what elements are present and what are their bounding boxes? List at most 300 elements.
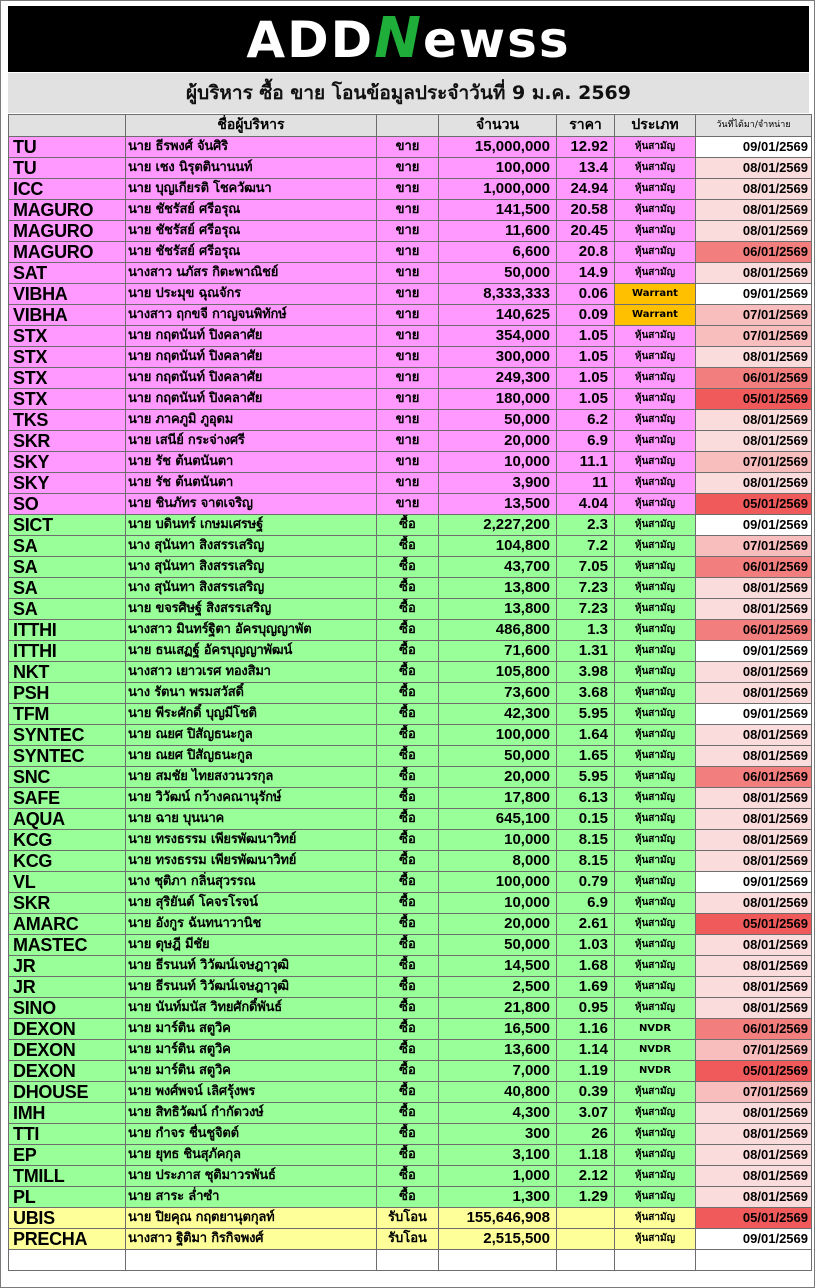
price-cell <box>557 1208 615 1229</box>
table-row <box>9 494 812 515</box>
action-cell: ซื้อ <box>377 725 439 746</box>
symbol-cell: UBIS <box>9 1208 126 1229</box>
security-type-cell: หุ้นสามัญ <box>615 221 696 242</box>
price-cell: 1.29 <box>557 1187 615 1208</box>
volume-cell: 2,227,200 <box>439 515 557 536</box>
date-cell: 06/01/2569 <box>696 620 812 641</box>
executive-name-cell: นาย นันท์มนัส วิทยศักดิ์พันธ์ <box>126 998 377 1019</box>
table-row <box>9 788 812 809</box>
price-cell: 5.95 <box>557 704 615 725</box>
volume-cell: 40,800 <box>439 1082 557 1103</box>
report-title: ผู้บริหาร ซื้อ ขาย โอนข้อมูลประจำวันที่ 9 ม.ค. 2569 <box>8 73 809 113</box>
price-cell: 7.2 <box>557 536 615 557</box>
date-cell: 08/01/2569 <box>696 851 812 872</box>
table-row <box>9 305 812 326</box>
action-cell: ขาย <box>377 221 439 242</box>
action-cell: ซื้อ <box>377 935 439 956</box>
header-action <box>377 115 439 137</box>
symbol-cell: SA <box>9 557 126 578</box>
date-cell: 08/01/2569 <box>696 221 812 242</box>
executive-name-cell: นาย กฤตนันท์ ปิงคลาศัย <box>126 368 377 389</box>
security-type-cell: หุ้นสามัญ <box>615 431 696 452</box>
table-row <box>9 641 812 662</box>
action-cell: ซื้อ <box>377 1040 439 1061</box>
volume-cell: 180,000 <box>439 389 557 410</box>
price-cell: 0.39 <box>557 1082 615 1103</box>
security-type-cell: หุ้นสามัญ <box>615 494 696 515</box>
action-cell: ขาย <box>377 347 439 368</box>
security-type-cell: หุ้นสามัญ <box>615 851 696 872</box>
volume-cell: 17,800 <box>439 788 557 809</box>
action-cell: ซื้อ <box>377 704 439 725</box>
action-cell: รับโอน <box>377 1208 439 1229</box>
security-type-cell: หุ้นสามัญ <box>615 1124 696 1145</box>
action-cell: ซื้อ <box>377 1124 439 1145</box>
volume-cell: 249,300 <box>439 368 557 389</box>
date-cell: 06/01/2569 <box>696 1019 812 1040</box>
table-row <box>9 410 812 431</box>
date-cell: 08/01/2569 <box>696 599 812 620</box>
symbol-cell: MAGURO <box>9 200 126 221</box>
date-cell: 08/01/2569 <box>696 1166 812 1187</box>
date-cell: 08/01/2569 <box>696 683 812 704</box>
executive-name-cell: นาย ปิยคุณ กฤตยานุตกุลท์ <box>126 1208 377 1229</box>
action-cell: ซื้อ <box>377 557 439 578</box>
security-type-cell: หุ้นสามัญ <box>615 347 696 368</box>
volume-cell: 140,625 <box>439 305 557 326</box>
volume-cell: 7,000 <box>439 1061 557 1082</box>
price-cell: 1.05 <box>557 326 615 347</box>
executive-name-cell: นาย เชง นิรุตตินานนท์ <box>126 158 377 179</box>
date-cell: 06/01/2569 <box>696 767 812 788</box>
symbol-cell: ITTHI <box>9 620 126 641</box>
executive-name-cell: นาย ยุทธ ชินสุภัคกุล <box>126 1145 377 1166</box>
executive-name-cell: นาย พงศ์พจน์ เลิศรุ้งพร <box>126 1082 377 1103</box>
header-security-type: ประเภท <box>615 115 696 137</box>
symbol-cell: DEXON <box>9 1061 126 1082</box>
executive-name-cell: นาย บุญเกียรติ โชควัฒนา <box>126 179 377 200</box>
header-executive-name: ชื่อผู้บริหาร <box>126 115 377 137</box>
symbol-cell: SAT <box>9 263 126 284</box>
volume-cell: 42,300 <box>439 704 557 725</box>
security-type-cell: NVDR <box>615 1019 696 1040</box>
price-cell: 2.61 <box>557 914 615 935</box>
symbol-cell: VIBHA <box>9 305 126 326</box>
volume-cell: 3,100 <box>439 1145 557 1166</box>
action-cell: ขาย <box>377 326 439 347</box>
security-type-cell: หุ้นสามัญ <box>615 662 696 683</box>
executive-name-cell: นาย กฤตนันท์ ปิงคลาศัย <box>126 347 377 368</box>
security-type-cell: หุ้นสามัญ <box>615 767 696 788</box>
volume-cell: 100,000 <box>439 872 557 893</box>
table-row <box>9 1124 812 1145</box>
volume-cell: 10,000 <box>439 893 557 914</box>
security-type-cell: หุ้นสามัญ <box>615 809 696 830</box>
security-type-cell: หุ้นสามัญ <box>615 620 696 641</box>
price-cell: 3.68 <box>557 683 615 704</box>
volume-cell: 300 <box>439 1124 557 1145</box>
executive-name-cell: นาย ธีรพงศ์ จันศิริ <box>126 137 377 158</box>
executive-name-cell: นาย รัช ต้นตนันตา <box>126 473 377 494</box>
symbol-cell: SAFE <box>9 788 126 809</box>
table-row <box>9 956 812 977</box>
table-row <box>9 263 812 284</box>
date-cell: 07/01/2569 <box>696 1040 812 1061</box>
symbol-cell: SA <box>9 578 126 599</box>
symbol-cell: MAGURO <box>9 242 126 263</box>
symbol-cell: SKY <box>9 473 126 494</box>
table-row <box>9 1082 812 1103</box>
action-cell: ซื้อ <box>377 620 439 641</box>
action-cell: ขาย <box>377 368 439 389</box>
action-cell: ซื้อ <box>377 1082 439 1103</box>
executive-name-cell: นางสาว นภัสร กิตะพาณิชย์ <box>126 263 377 284</box>
security-type-cell: หุ้นสามัญ <box>615 1229 696 1250</box>
executive-name-cell: นาย สาระ ล่ำซำ <box>126 1187 377 1208</box>
symbol-cell: STX <box>9 326 126 347</box>
price-cell: 1.65 <box>557 746 615 767</box>
symbol-cell: TTI <box>9 1124 126 1145</box>
executive-name-cell: นาง สุนันทา สิงสรรเสริญ <box>126 536 377 557</box>
table-row <box>9 746 812 767</box>
date-cell: 08/01/2569 <box>696 746 812 767</box>
volume-cell: 14,500 <box>439 956 557 977</box>
date-cell: 08/01/2569 <box>696 1145 812 1166</box>
action-cell: ซื้อ <box>377 599 439 620</box>
header-date: วันที่ได้มา/จำหน่าย <box>696 115 812 137</box>
executive-name-cell: นาย พีระศักดิ์ บุญมีโชติ <box>126 704 377 725</box>
date-cell: 08/01/2569 <box>696 998 812 1019</box>
volume-cell: 105,800 <box>439 662 557 683</box>
action-cell: ซื้อ <box>377 830 439 851</box>
executive-name-cell: นาย สิทธิวัฒน์ กำกัดวงษ์ <box>126 1103 377 1124</box>
action-cell: ซื้อ <box>377 1019 439 1040</box>
addnewss-logo: ADDNewss <box>246 6 571 71</box>
action-cell: ซื้อ <box>377 662 439 683</box>
symbol-cell: TFM <box>9 704 126 725</box>
volume-cell: 15,000,000 <box>439 137 557 158</box>
security-type-cell: หุ้นสามัญ <box>615 998 696 1019</box>
action-cell: ซื้อ <box>377 998 439 1019</box>
symbol-cell: PL <box>9 1187 126 1208</box>
symbol-cell: VIBHA <box>9 284 126 305</box>
volume-cell: 11,600 <box>439 221 557 242</box>
date-cell: 08/01/2569 <box>696 662 812 683</box>
date-cell: 08/01/2569 <box>696 179 812 200</box>
action-cell: ขาย <box>377 242 439 263</box>
symbol-cell: VL <box>9 872 126 893</box>
header-symbol <box>9 115 126 137</box>
table-row <box>9 704 812 725</box>
security-type-cell: หุ้นสามัญ <box>615 389 696 410</box>
security-type-cell: หุ้นสามัญ <box>615 746 696 767</box>
date-cell: 06/01/2569 <box>696 557 812 578</box>
price-cell: 20.45 <box>557 221 615 242</box>
table-row <box>9 368 812 389</box>
table-row <box>9 326 812 347</box>
price-cell: 6.2 <box>557 410 615 431</box>
symbol-cell: DEXON <box>9 1040 126 1061</box>
price-cell: 7.23 <box>557 578 615 599</box>
header-volume: จำนวน <box>439 115 557 137</box>
date-cell: 08/01/2569 <box>696 263 812 284</box>
date-cell: 08/01/2569 <box>696 893 812 914</box>
date-cell: 08/01/2569 <box>696 200 812 221</box>
volume-cell: 141,500 <box>439 200 557 221</box>
volume-cell: 1,000,000 <box>439 179 557 200</box>
security-type-cell: หุ้นสามัญ <box>615 725 696 746</box>
action-cell: ซื้อ <box>377 1103 439 1124</box>
executive-name-cell: นาย มาร์ติน สตูวิค <box>126 1061 377 1082</box>
security-type-cell: NVDR <box>615 1061 696 1082</box>
volume-cell: 1,000 <box>439 1166 557 1187</box>
symbol-cell: ICC <box>9 179 126 200</box>
executive-name-cell: นาง รัตนา พรมสวัสดิ์ <box>126 683 377 704</box>
action-cell: ซื้อ <box>377 893 439 914</box>
executive-name-cell: นาย ภาคภูมิ ภูอุดม <box>126 410 377 431</box>
insider-trades-table <box>8 114 812 1271</box>
date-cell: 05/01/2569 <box>696 1208 812 1229</box>
date-cell: 08/01/2569 <box>696 1103 812 1124</box>
volume-cell: 50,000 <box>439 410 557 431</box>
date-cell: 06/01/2569 <box>696 242 812 263</box>
price-cell: 4.04 <box>557 494 615 515</box>
volume-cell: 6,600 <box>439 242 557 263</box>
symbol-cell: TKS <box>9 410 126 431</box>
table-row <box>9 578 812 599</box>
price-cell: 1.05 <box>557 368 615 389</box>
action-cell: ซื้อ <box>377 851 439 872</box>
empty-cell <box>615 1250 696 1271</box>
volume-cell: 2,515,500 <box>439 1229 557 1250</box>
date-cell: 08/01/2569 <box>696 1187 812 1208</box>
table-row <box>9 977 812 998</box>
volume-cell: 16,500 <box>439 1019 557 1040</box>
action-cell: ขาย <box>377 179 439 200</box>
table-row <box>9 1229 812 1250</box>
table-row <box>9 515 812 536</box>
volume-cell: 20,000 <box>439 431 557 452</box>
security-type-cell: หุ้นสามัญ <box>615 683 696 704</box>
date-cell: 08/01/2569 <box>696 410 812 431</box>
price-cell: 8.15 <box>557 851 615 872</box>
empty-cell <box>696 1250 812 1271</box>
date-cell: 09/01/2569 <box>696 704 812 725</box>
volume-cell: 8,333,333 <box>439 284 557 305</box>
date-cell: 09/01/2569 <box>696 1229 812 1250</box>
date-cell: 08/01/2569 <box>696 1124 812 1145</box>
security-type-cell: หุ้นสามัญ <box>615 1187 696 1208</box>
date-cell: 09/01/2569 <box>696 641 812 662</box>
date-cell: 09/01/2569 <box>696 284 812 305</box>
action-cell: ขาย <box>377 473 439 494</box>
action-cell: ซื้อ <box>377 977 439 998</box>
action-cell: ซื้อ <box>377 746 439 767</box>
table-row <box>9 893 812 914</box>
symbol-cell: AMARC <box>9 914 126 935</box>
security-type-cell: หุ้นสามัญ <box>615 1166 696 1187</box>
table-row <box>9 662 812 683</box>
price-cell: 1.16 <box>557 1019 615 1040</box>
action-cell: ขาย <box>377 452 439 473</box>
table-row <box>9 851 812 872</box>
symbol-cell: DHOUSE <box>9 1082 126 1103</box>
price-cell: 1.03 <box>557 935 615 956</box>
date-cell: 08/01/2569 <box>696 830 812 851</box>
security-type-cell: หุ้นสามัญ <box>615 914 696 935</box>
executive-name-cell: นาย อังกูร ฉันทนาวานิช <box>126 914 377 935</box>
action-cell: ซื้อ <box>377 536 439 557</box>
symbol-cell: SKY <box>9 452 126 473</box>
empty-cell <box>377 1250 439 1271</box>
volume-cell: 50,000 <box>439 935 557 956</box>
security-type-cell: หุ้นสามัญ <box>615 242 696 263</box>
empty-row <box>9 1250 812 1271</box>
symbol-cell: STX <box>9 368 126 389</box>
action-cell: ซื้อ <box>377 914 439 935</box>
security-type-cell: หุ้นสามัญ <box>615 410 696 431</box>
empty-cell <box>126 1250 377 1271</box>
table-row <box>9 431 812 452</box>
table-row <box>9 599 812 620</box>
security-type-cell: หุ้นสามัญ <box>615 326 696 347</box>
symbol-cell: ITTHI <box>9 641 126 662</box>
executive-name-cell: นางสาว ฐิติมา กิรกิจพงศ์ <box>126 1229 377 1250</box>
executive-name-cell: นาย ธีรนนท์ วิวัฒน์เจษฎาวุฒิ <box>126 977 377 998</box>
table-row <box>9 767 812 788</box>
volume-cell: 20,000 <box>439 767 557 788</box>
table-row <box>9 557 812 578</box>
volume-cell: 3,900 <box>439 473 557 494</box>
security-type-cell: หุ้นสามัญ <box>615 536 696 557</box>
executive-name-cell: นาย ดุษฎี มีชัย <box>126 935 377 956</box>
date-cell: 08/01/2569 <box>696 977 812 998</box>
security-type-cell: หุ้นสามัญ <box>615 977 696 998</box>
action-cell: ซื้อ <box>377 1166 439 1187</box>
symbol-cell: SICT <box>9 515 126 536</box>
volume-cell: 645,100 <box>439 809 557 830</box>
security-type-cell: หุ้นสามัญ <box>615 137 696 158</box>
action-cell: ซื้อ <box>377 683 439 704</box>
security-type-cell: หุ้นสามัญ <box>615 515 696 536</box>
date-cell: 08/01/2569 <box>696 935 812 956</box>
security-type-cell: หุ้นสามัญ <box>615 179 696 200</box>
table-row <box>9 830 812 851</box>
price-cell: 3.98 <box>557 662 615 683</box>
price-cell: 24.94 <box>557 179 615 200</box>
executive-name-cell: นาย ชัชรัสย์ ศรีอรุณ <box>126 200 377 221</box>
price-cell: 1.69 <box>557 977 615 998</box>
table-row <box>9 1208 812 1229</box>
volume-cell: 13,800 <box>439 578 557 599</box>
table-row <box>9 1019 812 1040</box>
executive-name-cell: นางสาว เยาวเรศ ทองสิมา <box>126 662 377 683</box>
executive-name-cell: นาย รัช ต้นตนันตา <box>126 452 377 473</box>
date-cell: 09/01/2569 <box>696 137 812 158</box>
action-cell: ขาย <box>377 200 439 221</box>
symbol-cell: KCG <box>9 830 126 851</box>
volume-cell: 50,000 <box>439 263 557 284</box>
executive-name-cell: นาย ณยศ ปิสัญธนะกูล <box>126 725 377 746</box>
security-type-cell: หุ้นสามัญ <box>615 452 696 473</box>
executive-name-cell: นาย กำจร ชื่นชูจิตต์ <box>126 1124 377 1145</box>
symbol-cell: SYNTEC <box>9 746 126 767</box>
price-cell: 6.13 <box>557 788 615 809</box>
empty-cell <box>439 1250 557 1271</box>
date-cell: 07/01/2569 <box>696 452 812 473</box>
security-type-cell: หุ้นสามัญ <box>615 872 696 893</box>
symbol-cell: TU <box>9 158 126 179</box>
table-row <box>9 1061 812 1082</box>
price-cell: 1.64 <box>557 725 615 746</box>
table-row <box>9 620 812 641</box>
price-cell: 1.19 <box>557 1061 615 1082</box>
action-cell: ซื้อ <box>377 767 439 788</box>
price-cell: 1.18 <box>557 1145 615 1166</box>
action-cell: ซื้อ <box>377 1145 439 1166</box>
security-type-cell: หุ้นสามัญ <box>615 1145 696 1166</box>
volume-cell: 20,000 <box>439 914 557 935</box>
symbol-cell: TU <box>9 137 126 158</box>
symbol-cell: STX <box>9 347 126 368</box>
executive-name-cell: นาย ฉาย บุนนาค <box>126 809 377 830</box>
volume-cell: 71,600 <box>439 641 557 662</box>
volume-cell: 100,000 <box>439 158 557 179</box>
volume-cell: 73,600 <box>439 683 557 704</box>
price-cell: 7.05 <box>557 557 615 578</box>
executive-name-cell: นาง สุนันทา สิงสรรเสริญ <box>126 578 377 599</box>
executive-name-cell: นาย มาร์ติน สตูวิค <box>126 1019 377 1040</box>
date-cell: 07/01/2569 <box>696 1082 812 1103</box>
action-cell: ซื้อ <box>377 956 439 977</box>
price-cell: 1.31 <box>557 641 615 662</box>
price-cell <box>557 1229 615 1250</box>
security-type-cell: หุ้นสามัญ <box>615 599 696 620</box>
executive-name-cell: นาย มาร์ติน สตูวิค <box>126 1040 377 1061</box>
volume-cell: 155,646,908 <box>439 1208 557 1229</box>
executive-name-cell: นาง ชุติภา กลิ่นสุวรรณ <box>126 872 377 893</box>
volume-cell: 43,700 <box>439 557 557 578</box>
price-cell: 1.14 <box>557 1040 615 1061</box>
table-row <box>9 389 812 410</box>
symbol-cell: SINO <box>9 998 126 1019</box>
date-cell: 08/01/2569 <box>696 578 812 599</box>
volume-cell: 2,500 <box>439 977 557 998</box>
executive-name-cell: นางสาว ฤกขจี กาญจนพิทักษ์ <box>126 305 377 326</box>
date-cell: 08/01/2569 <box>696 788 812 809</box>
action-cell: ซื้อ <box>377 788 439 809</box>
price-cell: 7.23 <box>557 599 615 620</box>
security-type-cell: หุ้นสามัญ <box>615 200 696 221</box>
action-cell: ขาย <box>377 137 439 158</box>
volume-cell: 300,000 <box>439 347 557 368</box>
symbol-cell: SYNTEC <box>9 725 126 746</box>
table-row <box>9 683 812 704</box>
table-row <box>9 179 812 200</box>
executive-name-cell: นาย ประมุข ฉุณจักร <box>126 284 377 305</box>
symbol-cell: SO <box>9 494 126 515</box>
price-cell: 0.95 <box>557 998 615 1019</box>
empty-cell <box>9 1250 126 1271</box>
price-cell: 0.79 <box>557 872 615 893</box>
symbol-cell: PRECHA <box>9 1229 126 1250</box>
date-cell: 07/01/2569 <box>696 305 812 326</box>
volume-cell: 10,000 <box>439 830 557 851</box>
price-cell: 1.05 <box>557 347 615 368</box>
price-cell: 14.9 <box>557 263 615 284</box>
action-cell: ซื้อ <box>377 641 439 662</box>
volume-cell: 4,300 <box>439 1103 557 1124</box>
